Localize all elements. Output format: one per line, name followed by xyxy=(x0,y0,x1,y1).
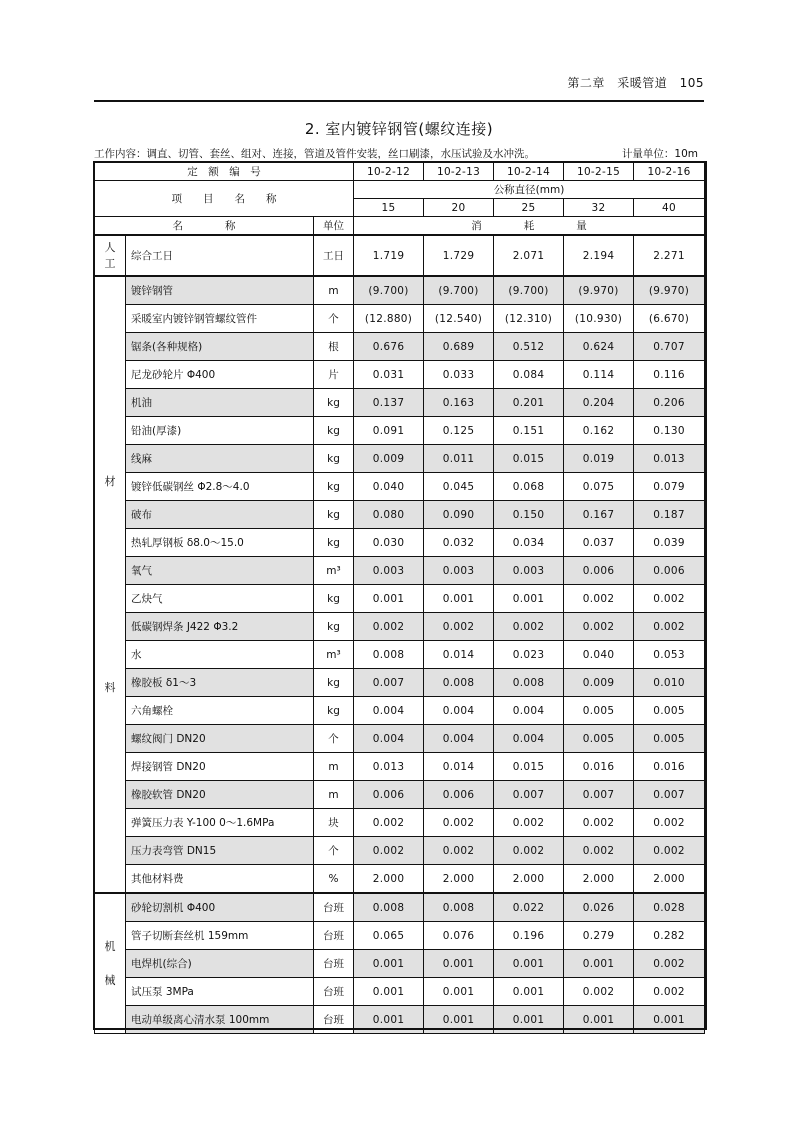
item-name-cell: 镀锌钢管 xyxy=(126,276,314,305)
value-cell: 0.204 xyxy=(564,389,634,417)
value-cell: 0.282 xyxy=(634,922,705,950)
category-char: 材 xyxy=(104,474,116,488)
unit-cell: 个 xyxy=(314,725,354,753)
value-cell: 0.006 xyxy=(424,781,494,809)
table-row xyxy=(95,669,705,697)
table-row xyxy=(95,585,705,613)
unit-cell: kg xyxy=(314,669,354,697)
unit-cell: 台班 xyxy=(314,978,354,1006)
value-cell: 0.009 xyxy=(564,669,634,697)
value-cell: 1.729 xyxy=(424,235,494,276)
value-cell: 0.624 xyxy=(564,333,634,361)
value-cell: 0.011 xyxy=(424,445,494,473)
running-header xyxy=(94,74,704,91)
value-cell: 0.008 xyxy=(494,669,564,697)
value-cell: 0.010 xyxy=(634,669,705,697)
value-cell: 0.002 xyxy=(494,809,564,837)
item-name-cell: 镀锌低碳钢丝 Φ2.8～4.0 xyxy=(126,473,314,501)
item-name-cell: 综合工日 xyxy=(126,235,314,276)
table-row xyxy=(95,445,705,473)
item-name-cell: 尼龙砂轮片 Φ400 xyxy=(126,361,314,389)
unit-cell: m xyxy=(314,781,354,809)
item-name-cell: 电焊机(综合) xyxy=(126,950,314,978)
nominal-diameter-row xyxy=(95,181,705,199)
quota-code-cell: 10-2-14 xyxy=(494,163,564,181)
value-cell: 2.194 xyxy=(564,235,634,276)
table-row xyxy=(95,753,705,781)
unit-cell: % xyxy=(314,865,354,894)
unit-cell: 台班 xyxy=(314,950,354,978)
item-name-cell: 铅油(厚漆) xyxy=(126,417,314,445)
value-cell: 0.206 xyxy=(634,389,705,417)
value-cell: 0.016 xyxy=(634,753,705,781)
value-cell: 0.151 xyxy=(494,417,564,445)
value-cell: 0.006 xyxy=(564,557,634,585)
value-cell: 0.040 xyxy=(354,473,424,501)
value-cell: 0.015 xyxy=(494,753,564,781)
table-row xyxy=(95,893,705,922)
unit-cell: m³ xyxy=(314,641,354,669)
table-row xyxy=(95,978,705,1006)
quota-code-cell: 10-2-15 xyxy=(564,163,634,181)
unit-column-header: 单位 xyxy=(314,217,354,236)
item-name-cell: 水 xyxy=(126,641,314,669)
table-row xyxy=(95,276,705,305)
unit-cell: 根 xyxy=(314,333,354,361)
quota-table xyxy=(94,162,705,1034)
value-cell: 0.004 xyxy=(354,725,424,753)
value-cell: 0.279 xyxy=(564,922,634,950)
unit-cell: 块 xyxy=(314,809,354,837)
value-cell: 0.187 xyxy=(634,501,705,529)
table-row xyxy=(95,781,705,809)
value-cell: 0.001 xyxy=(424,950,494,978)
table-row xyxy=(95,1006,705,1034)
table-row xyxy=(95,950,705,978)
value-cell: 0.008 xyxy=(424,669,494,697)
diameter-cell: 32 xyxy=(564,199,634,217)
value-cell: 0.023 xyxy=(494,641,564,669)
quota-code-row xyxy=(95,163,705,181)
value-cell: 0.001 xyxy=(424,585,494,613)
value-cell: (12.540) xyxy=(424,305,494,333)
item-name-cell: 破布 xyxy=(126,501,314,529)
diameter-cell: 15 xyxy=(354,199,424,217)
value-cell: 0.002 xyxy=(564,585,634,613)
page-number: 105 xyxy=(679,76,704,90)
value-cell: 0.162 xyxy=(564,417,634,445)
item-name-cell: 橡胶板 δ1～3 xyxy=(126,669,314,697)
value-cell: 0.068 xyxy=(494,473,564,501)
value-cell: 0.084 xyxy=(494,361,564,389)
value-cell: 0.075 xyxy=(564,473,634,501)
table-row xyxy=(95,361,705,389)
value-cell: 0.028 xyxy=(634,893,705,922)
value-cell: 0.034 xyxy=(494,529,564,557)
category-char: 械 xyxy=(104,973,116,987)
value-cell: 0.013 xyxy=(354,753,424,781)
unit-cell: kg xyxy=(314,501,354,529)
table-row xyxy=(95,809,705,837)
value-cell: 0.001 xyxy=(354,950,424,978)
unit-cell: kg xyxy=(314,613,354,641)
chapter-title: 采暖管道 xyxy=(617,76,668,90)
item-name-cell: 线麻 xyxy=(126,445,314,473)
value-cell: 0.002 xyxy=(564,809,634,837)
value-cell: 0.014 xyxy=(424,641,494,669)
quota-table-body xyxy=(95,163,705,1034)
diameter-cell: 40 xyxy=(634,199,705,217)
value-cell: 0.002 xyxy=(494,837,564,865)
value-cell: 0.006 xyxy=(634,557,705,585)
value-cell: 2.000 xyxy=(494,865,564,894)
value-cell: 0.707 xyxy=(634,333,705,361)
value-cell: 0.007 xyxy=(354,669,424,697)
value-cell: 0.008 xyxy=(424,893,494,922)
consumption-header: 消 耗 量 xyxy=(354,217,705,236)
value-cell: (9.700) xyxy=(354,276,424,305)
value-cell: 0.005 xyxy=(564,697,634,725)
item-name-cell: 热轧厚钢板 δ8.0～15.0 xyxy=(126,529,314,557)
quota-no-header: 定 额 编 号 xyxy=(95,163,354,181)
value-cell: 0.001 xyxy=(424,1006,494,1034)
value-cell: 0.030 xyxy=(354,529,424,557)
name-column-header: 名 称 xyxy=(95,217,314,236)
section-title: 2. 室内镀锌钢管(螺纹连接) xyxy=(304,120,494,138)
value-cell: 0.150 xyxy=(494,501,564,529)
value-cell: 0.090 xyxy=(424,501,494,529)
unit-cell: m xyxy=(314,753,354,781)
value-cell: (6.670) xyxy=(634,305,705,333)
table-row xyxy=(95,473,705,501)
value-cell: 0.080 xyxy=(354,501,424,529)
value-cell: 0.004 xyxy=(494,725,564,753)
value-cell: 0.014 xyxy=(424,753,494,781)
item-name-cell: 锯条(各种规格) xyxy=(126,333,314,361)
value-cell: 0.026 xyxy=(564,893,634,922)
value-cell: 0.037 xyxy=(564,529,634,557)
header-rule xyxy=(94,100,704,102)
value-cell: 0.001 xyxy=(354,978,424,1006)
value-cell: 0.004 xyxy=(424,725,494,753)
value-cell: (9.970) xyxy=(564,276,634,305)
table-row xyxy=(95,865,705,894)
column-header-row xyxy=(95,217,705,236)
value-cell: (9.700) xyxy=(424,276,494,305)
value-cell: 0.001 xyxy=(494,1006,564,1034)
value-cell: 0.001 xyxy=(634,1006,705,1034)
unit-cell: kg xyxy=(314,417,354,445)
category-cell xyxy=(95,893,126,1034)
item-name-cell: 管子切断套丝机 159mm xyxy=(126,922,314,950)
value-cell: 0.163 xyxy=(424,389,494,417)
value-cell: 0.003 xyxy=(424,557,494,585)
value-cell: 0.002 xyxy=(634,809,705,837)
table-row xyxy=(95,417,705,445)
value-cell: 0.001 xyxy=(354,1006,424,1034)
table-row xyxy=(95,305,705,333)
value-cell: 2.271 xyxy=(634,235,705,276)
quota-code-cell: 10-2-16 xyxy=(634,163,705,181)
value-cell: 0.196 xyxy=(494,922,564,950)
value-cell: 0.065 xyxy=(354,922,424,950)
unit-cell: kg xyxy=(314,697,354,725)
item-name-cell: 压力表弯管 DN15 xyxy=(126,837,314,865)
category-cell xyxy=(95,276,126,893)
value-cell: 2.071 xyxy=(494,235,564,276)
value-cell: 0.137 xyxy=(354,389,424,417)
value-cell: 0.676 xyxy=(354,333,424,361)
value-cell: 0.002 xyxy=(634,837,705,865)
value-cell: 0.002 xyxy=(634,585,705,613)
unit-cell: 个 xyxy=(314,837,354,865)
table-row xyxy=(95,333,705,361)
value-cell: 0.013 xyxy=(634,445,705,473)
unit-cell: 工日 xyxy=(314,235,354,276)
item-name-cell: 螺纹阀门 DN20 xyxy=(126,725,314,753)
value-cell: 0.114 xyxy=(564,361,634,389)
value-cell: 0.079 xyxy=(634,473,705,501)
unit-cell: kg xyxy=(314,473,354,501)
value-cell: 0.007 xyxy=(494,781,564,809)
value-cell: 0.001 xyxy=(564,1006,634,1034)
value-cell: 0.039 xyxy=(634,529,705,557)
unit-cell: 片 xyxy=(314,361,354,389)
quota-code-cell: 10-2-12 xyxy=(354,163,424,181)
value-cell: (12.310) xyxy=(494,305,564,333)
table-row xyxy=(95,529,705,557)
table-row xyxy=(95,389,705,417)
value-cell: 0.053 xyxy=(634,641,705,669)
value-cell: (10.930) xyxy=(564,305,634,333)
value-cell: 0.512 xyxy=(494,333,564,361)
value-cell: 0.091 xyxy=(354,417,424,445)
diameter-cell: 25 xyxy=(494,199,564,217)
table-row xyxy=(95,235,705,276)
value-cell: 0.002 xyxy=(564,978,634,1006)
value-cell: 0.005 xyxy=(634,725,705,753)
value-cell: 0.004 xyxy=(354,697,424,725)
work-content-line xyxy=(94,146,704,161)
value-cell: 0.002 xyxy=(634,613,705,641)
value-cell: 0.003 xyxy=(354,557,424,585)
item-name-cell: 砂轮切割机 Φ400 xyxy=(126,893,314,922)
value-cell: 0.031 xyxy=(354,361,424,389)
value-cell: 1.719 xyxy=(354,235,424,276)
item-name-cell: 采暖室内镀锌钢管螺纹管件 xyxy=(126,305,314,333)
category-char: 机 xyxy=(104,939,116,953)
item-name-cell: 弹簧压力表 Y-100 0～1.6MPa xyxy=(126,809,314,837)
item-name-cell: 乙炔气 xyxy=(126,585,314,613)
item-name-cell: 氧气 xyxy=(126,557,314,585)
diameter-cell: 20 xyxy=(424,199,494,217)
unit-cell: kg xyxy=(314,445,354,473)
value-cell: 0.116 xyxy=(634,361,705,389)
value-cell: 0.001 xyxy=(494,950,564,978)
value-cell: 2.000 xyxy=(424,865,494,894)
value-cell: (9.970) xyxy=(634,276,705,305)
category-char: 工 xyxy=(104,256,116,270)
value-cell: 0.002 xyxy=(564,837,634,865)
item-name-cell: 低碳钢焊条 J422 Φ3.2 xyxy=(126,613,314,641)
value-cell: 2.000 xyxy=(634,865,705,894)
value-cell: (9.700) xyxy=(494,276,564,305)
value-cell: 0.001 xyxy=(354,585,424,613)
table-row xyxy=(95,641,705,669)
unit-cell: 台班 xyxy=(314,1006,354,1034)
value-cell: 0.009 xyxy=(354,445,424,473)
value-cell: 2.000 xyxy=(564,865,634,894)
table-row xyxy=(95,697,705,725)
value-cell: 0.022 xyxy=(494,893,564,922)
value-cell: 0.045 xyxy=(424,473,494,501)
value-cell: 0.125 xyxy=(424,417,494,445)
value-cell: 0.001 xyxy=(494,978,564,1006)
quota-code-cell: 10-2-13 xyxy=(424,163,494,181)
unit-cell: m³ xyxy=(314,557,354,585)
value-cell: 0.002 xyxy=(354,809,424,837)
value-cell: 0.008 xyxy=(354,641,424,669)
value-cell: 0.006 xyxy=(354,781,424,809)
table-row xyxy=(95,501,705,529)
value-cell: 0.002 xyxy=(634,950,705,978)
unit-cell: m xyxy=(314,276,354,305)
table-row xyxy=(95,837,705,865)
unit-label: 计量单位：10m xyxy=(621,148,698,160)
unit-cell: kg xyxy=(314,529,354,557)
value-cell: 0.005 xyxy=(634,697,705,725)
value-cell: 2.000 xyxy=(354,865,424,894)
value-cell: 0.130 xyxy=(634,417,705,445)
category-cell xyxy=(95,235,126,276)
value-cell: 0.015 xyxy=(494,445,564,473)
nominal-diameter-header: 公称直径(mm) xyxy=(354,181,705,199)
value-cell: 0.002 xyxy=(424,613,494,641)
value-cell: 0.019 xyxy=(564,445,634,473)
value-cell: (12.880) xyxy=(354,305,424,333)
value-cell: 0.689 xyxy=(424,333,494,361)
unit-cell: 个 xyxy=(314,305,354,333)
value-cell: 0.002 xyxy=(424,809,494,837)
item-name-cell: 其他材料费 xyxy=(126,865,314,894)
value-cell: 0.004 xyxy=(424,697,494,725)
table-row xyxy=(95,922,705,950)
value-cell: 0.008 xyxy=(354,893,424,922)
item-name-cell: 橡胶软管 DN20 xyxy=(126,781,314,809)
item-name-cell: 焊接钢管 DN20 xyxy=(126,753,314,781)
item-name-cell: 试压泵 3MPa xyxy=(126,978,314,1006)
value-cell: 0.002 xyxy=(634,978,705,1006)
value-cell: 0.201 xyxy=(494,389,564,417)
table-row xyxy=(95,557,705,585)
value-cell: 0.004 xyxy=(494,697,564,725)
value-cell: 0.007 xyxy=(634,781,705,809)
value-cell: 0.032 xyxy=(424,529,494,557)
value-cell: 0.001 xyxy=(564,950,634,978)
item-name-cell: 电动单级离心清水泵 100mm xyxy=(126,1006,314,1034)
value-cell: 0.002 xyxy=(494,613,564,641)
unit-cell: kg xyxy=(314,389,354,417)
value-cell: 0.001 xyxy=(424,978,494,1006)
table-row xyxy=(95,613,705,641)
chapter-label: 第二章 xyxy=(567,76,605,90)
value-cell: 0.040 xyxy=(564,641,634,669)
value-cell: 0.005 xyxy=(564,725,634,753)
work-content: 工作内容：调直、切管、套丝、组对、连接，管道及管件安装，丝口刷漆，水压试验及水冲洗。 xyxy=(94,148,535,160)
value-cell: 0.002 xyxy=(424,837,494,865)
value-cell: 0.167 xyxy=(564,501,634,529)
value-cell: 0.033 xyxy=(424,361,494,389)
value-cell: 0.076 xyxy=(424,922,494,950)
item-name-header: 项 目 名 称 xyxy=(95,181,354,217)
value-cell: 0.002 xyxy=(354,613,424,641)
value-cell: 0.002 xyxy=(354,837,424,865)
unit-cell: 台班 xyxy=(314,893,354,922)
category-char: 人 xyxy=(104,240,116,254)
value-cell: 0.002 xyxy=(564,613,634,641)
value-cell: 0.016 xyxy=(564,753,634,781)
value-cell: 0.001 xyxy=(494,585,564,613)
category-char: 料 xyxy=(104,680,116,694)
value-cell: 0.003 xyxy=(494,557,564,585)
unit-cell: kg xyxy=(314,585,354,613)
value-cell: 0.007 xyxy=(564,781,634,809)
unit-cell: 台班 xyxy=(314,922,354,950)
table-row xyxy=(95,725,705,753)
item-name-cell: 机油 xyxy=(126,389,314,417)
item-name-cell: 六角螺栓 xyxy=(126,697,314,725)
